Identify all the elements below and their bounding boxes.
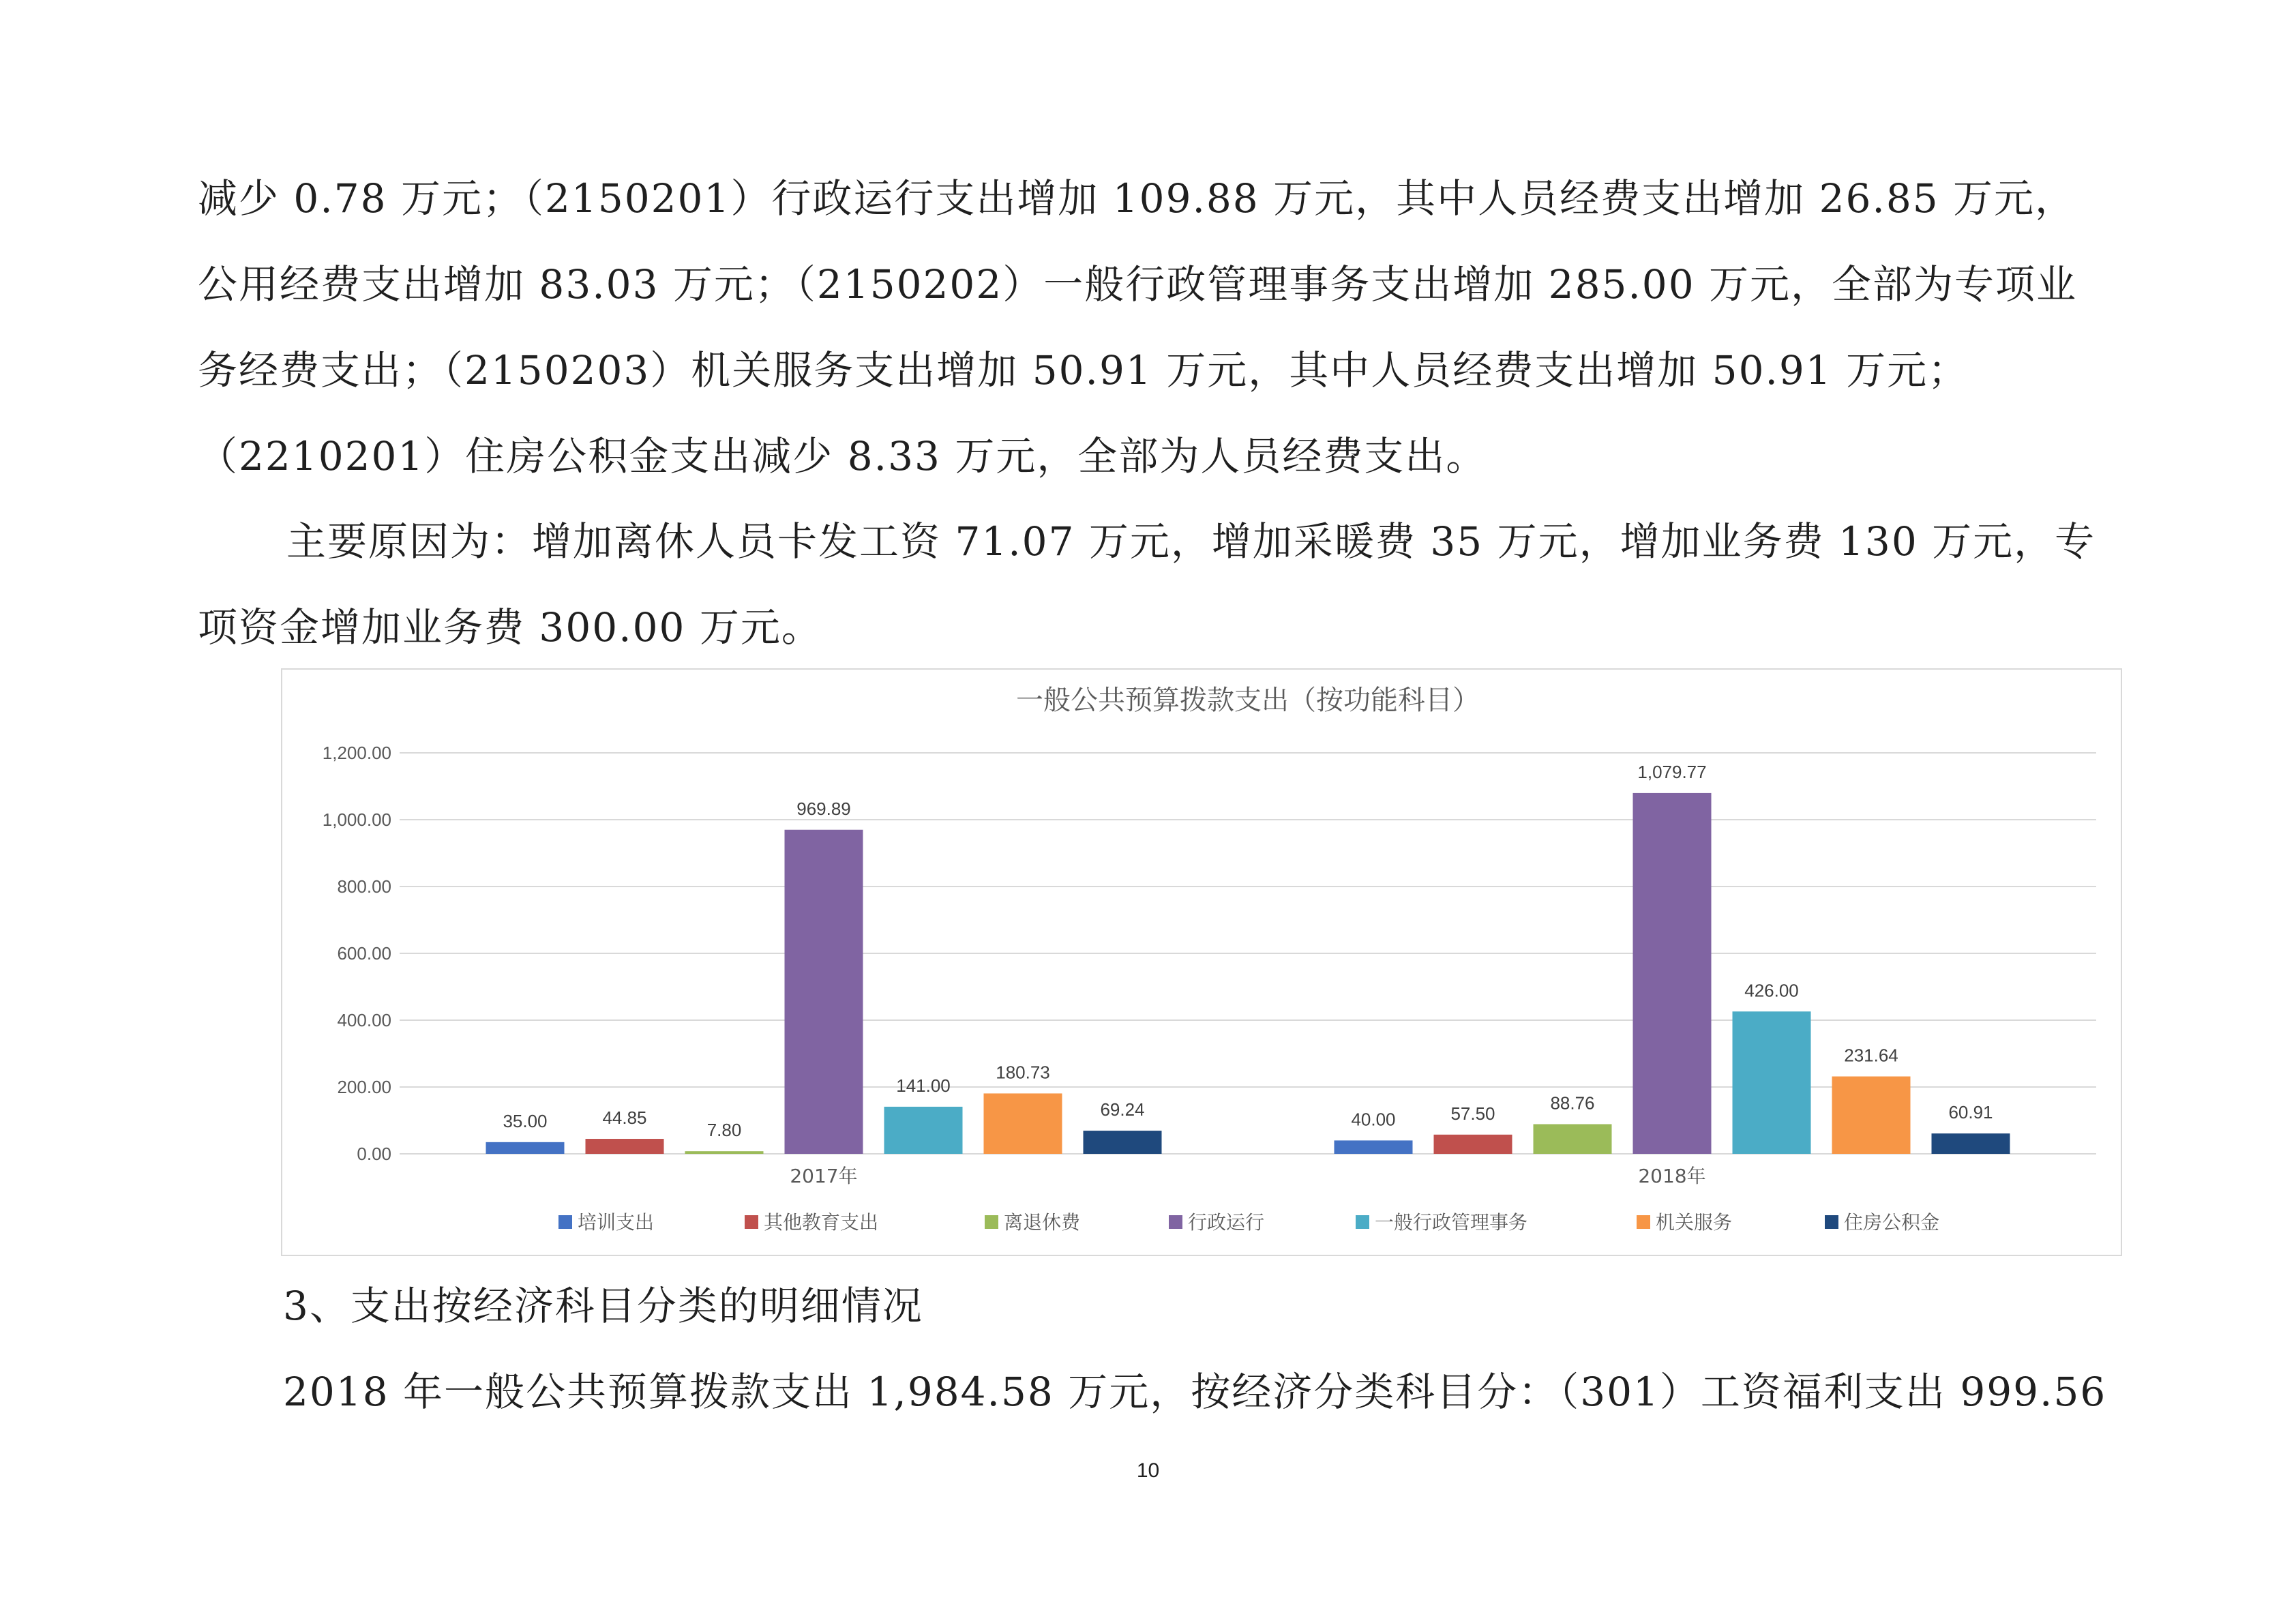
legend-label: 机关服务 [1656, 1211, 1733, 1234]
data-label: 7.80 [706, 1120, 742, 1141]
bar [1434, 1135, 1512, 1154]
data-label: 1,079.77 [1637, 761, 1707, 782]
y-tick-label: 0.00 [357, 1144, 391, 1164]
data-label: 969.89 [796, 798, 851, 819]
data-label: 88.76 [1550, 1092, 1595, 1114]
bar [1832, 1076, 1911, 1154]
bar [1534, 1125, 1612, 1154]
legend-swatch [1637, 1215, 1650, 1229]
chart-title: 一般公共预算拨款支出（按功能科目） [1016, 685, 1480, 716]
paragraph-main-reasons: 主要原因为：增加离休人员卡发工资 71.07 万元，增加采暖费 35 万元，增加业务费 130 万元，专项资金增加业务费 300.00 万元。 [198, 518, 2096, 651]
bar [785, 830, 863, 1154]
legend-swatch [1169, 1215, 1182, 1229]
bar [1084, 1131, 1162, 1154]
bar [1633, 793, 1712, 1154]
legend-swatch [558, 1215, 572, 1229]
x-category-label: 2018年 [1638, 1165, 1706, 1187]
page-number: 10 [1136, 1459, 1160, 1482]
data-label: 35.00 [503, 1110, 548, 1131]
y-tick-label: 1,000.00 [322, 809, 391, 830]
bar [685, 1151, 764, 1154]
legend-swatch [745, 1215, 758, 1229]
bar [586, 1139, 664, 1154]
data-label: 40.00 [1351, 1109, 1396, 1130]
data-label: 180.73 [996, 1062, 1050, 1083]
data-label: 57.50 [1450, 1103, 1495, 1124]
bar-chart [282, 670, 2121, 1255]
legend-swatch [985, 1215, 998, 1229]
data-label: 69.24 [1100, 1099, 1145, 1120]
chart-container [281, 668, 2122, 1256]
legend-label: 行政运行 [1188, 1211, 1265, 1234]
bar [1932, 1133, 2010, 1154]
data-label: 44.85 [602, 1107, 647, 1129]
data-label: 60.91 [1948, 1102, 1993, 1123]
x-category-label: 2017年 [790, 1165, 858, 1187]
legend-swatch [1356, 1215, 1369, 1229]
bar [1733, 1011, 1811, 1154]
y-tick-label: 400.00 [337, 1010, 391, 1030]
section-heading: 3、支出按经济科目分类的明细情况 [283, 1283, 923, 1329]
y-tick-label: 800.00 [337, 876, 391, 897]
legend-label: 住房公积金 [1844, 1211, 1940, 1234]
paragraph-economic-classification: 2018 年一般公共预算拨款支出 1,984.58 万元，按经济分类科目分：（301）工资福利支出 999.56 [283, 1369, 2107, 1415]
data-label: 426.00 [1744, 980, 1799, 1001]
legend-label: 其他教育支出 [764, 1211, 879, 1234]
legend-swatch [1825, 1215, 1838, 1229]
legend-label: 离退休费 [1004, 1211, 1081, 1234]
paragraph-expenditure-changes: 减少 0.78 万元；（2150201）行政运行支出增加 109.88 万元，其中人员经费支出增加 26.85 万元，公用经费支出增加 83.03 万元；（2150202）一般行政管理事务支出增加 285.00 万元，全部为专项业务经费支出；（2150203）机关服务支出增加 50.91 万元，其中人员经费支出增加 50.91 万元；（2210201）住房公积金支出减少 8.33 万元，全部为人员经费支出。 [198, 175, 2078, 479]
bar [486, 1142, 565, 1154]
bar [1335, 1140, 1413, 1154]
y-tick-label: 1,200.00 [322, 743, 391, 763]
bar [984, 1093, 1062, 1154]
bar [884, 1107, 963, 1154]
data-label: 141.00 [896, 1075, 951, 1096]
y-tick-label: 600.00 [337, 943, 391, 964]
legend-label: 培训支出 [578, 1211, 655, 1234]
y-tick-label: 200.00 [337, 1077, 391, 1097]
legend-label: 一般行政管理事务 [1375, 1211, 1528, 1234]
data-label: 231.64 [1844, 1045, 1898, 1066]
